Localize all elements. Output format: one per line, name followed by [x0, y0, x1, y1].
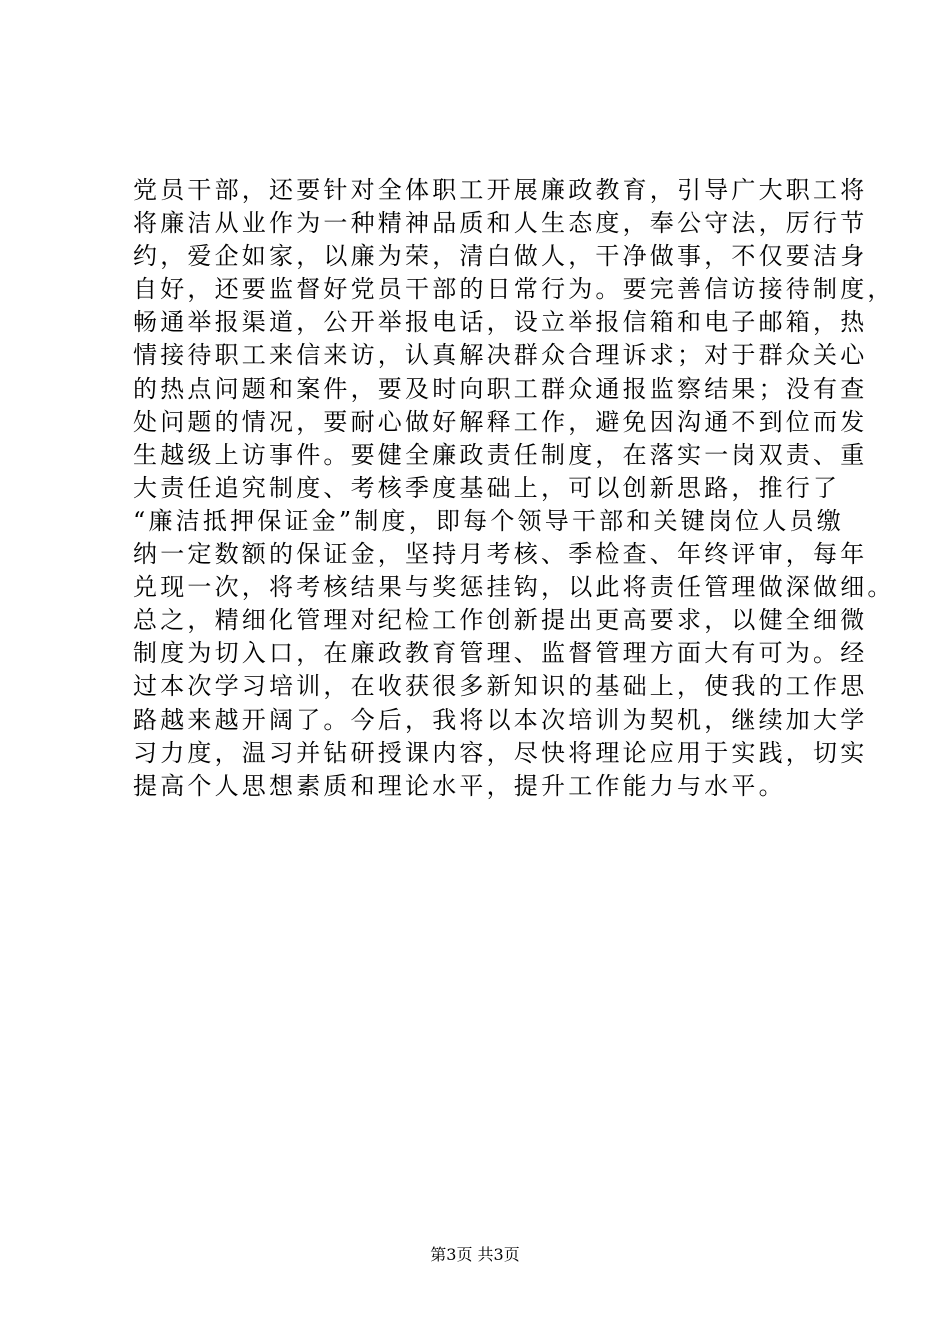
- text-line: 大责任追究制度、考核季度基础上，可以创新思路，推行了: [133, 473, 841, 502]
- text-line: 路越来越开阔了。今后，我将以本次培训为契机，继续加大学: [133, 705, 868, 734]
- text-line: 提高个人思想素质和理论水平，提升工作能力与水平。: [133, 771, 786, 800]
- body-paragraph: [133, 174, 895, 803]
- text-line: 畅通举报渠道，公开举报电话，设立举报信箱和电子邮箱，热: [133, 308, 868, 337]
- text-line: 过本次学习培训，在收获很多新知识的基础上，使我的工作思: [133, 672, 868, 701]
- text-line: 纳一定数额的保证金，坚持月考核、季检查、年终评审，每年: [133, 540, 868, 569]
- text-line: 的热点问题和案件，要及时向职工群众通报监察结果；没有查: [133, 374, 868, 403]
- text-line: “廉洁抵押保证金”制度，即每个领导干部和关键岗位人员缴: [133, 506, 844, 535]
- text-line: 情接待职工来信来访，认真解决群众合理诉求；对于群众关心: [133, 341, 868, 370]
- text-line: 约，爱企如家，以廉为荣，清白做人，干净做事，不仅要洁身: [133, 242, 868, 271]
- text-line: 生越级上访事件。要健全廉政责任制度，在落实一岗双责、重: [133, 440, 868, 469]
- text-line: 总之，精细化管理对纪检工作创新提出更高要求，以健全细微: [133, 606, 868, 635]
- page-number-footer: 第3页 共3页: [430, 1245, 520, 1264]
- text-line: 习力度，温习并钻研授课内容，尽快将理论应用于实践，切实: [133, 738, 868, 767]
- text-line: 党员干部，还要针对全体职工开展廉政教育，引导广大职工将: [133, 176, 868, 204]
- text-line: 将廉洁从业作为一种精神品质和人生态度，奉公守法，厉行节: [133, 209, 868, 238]
- text-line: 自好，还要监督好党员干部的日常行为。要完善信访接待制度，: [133, 275, 895, 304]
- text-line: 制度为切入口，在廉政教育管理、监督管理方面大有可为。经: [133, 639, 868, 668]
- text-line: 处问题的情况，要耐心做好解释工作，避免因沟通不到位而发: [133, 407, 868, 436]
- text-line: 兑现一次，将考核结果与奖惩挂钩，以此将责任管理做深做细。: [133, 573, 895, 602]
